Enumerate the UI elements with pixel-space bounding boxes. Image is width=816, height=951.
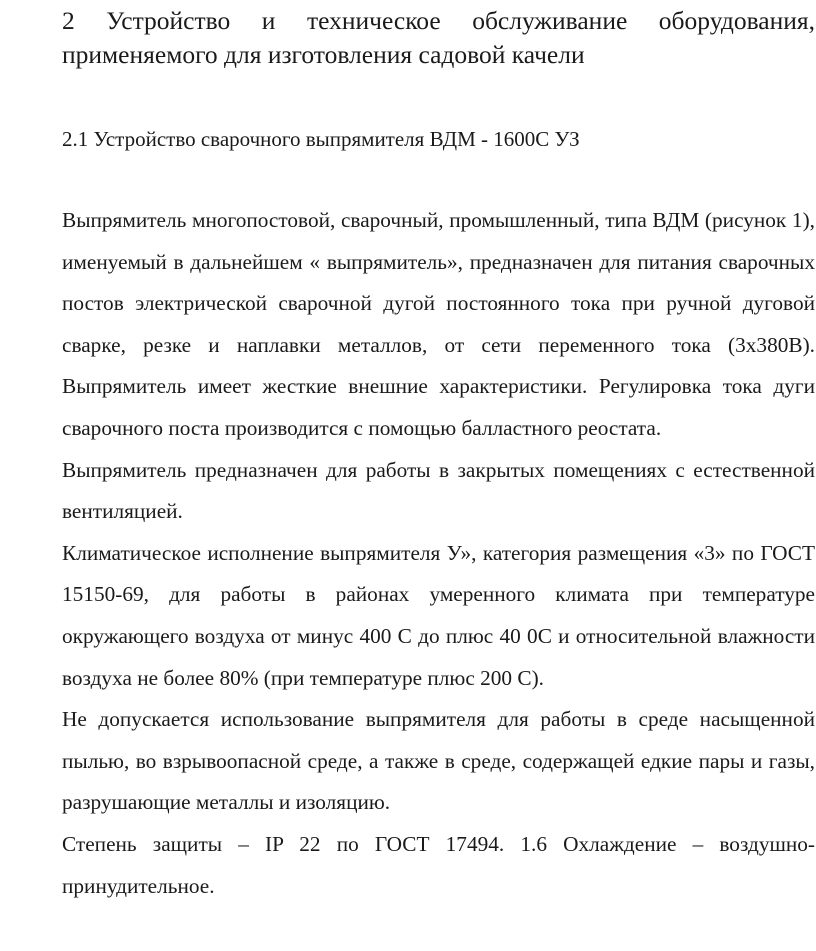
paragraph: Не допускается использование выпрямителя для работы в среде насыщенной пылью, во взрывоопасной среде, а также в среде, содержащей едкие пары и газы, разрушающие металлы и изоляцию. — [62, 707, 815, 815]
section-heading: 2 Устройство и техническое обслуживание оборудования, применяемого для изготовления садовой качели — [62, 6, 815, 69]
paragraph: Выпрямитель многопостовой, сварочный, промышленный, типа ВДМ (рисунок 1), именуемый в дальнейшем « выпрямитель», предназначен для питания сварочных постов электрической сварочной дугой постоянного тока при ручной дуговой сварке, резке и наплавки металлов, от сети переменного тока (3х380В). Выпрямитель имеет жесткие внешние характеристики. Регулировка тока дуги сварочного поста производится с помощью балластного реостата. — [62, 208, 815, 440]
paragraph: Климатическое исполнение выпрямителя У», категория размещения «3» по ГОСТ 15150-69, для работы в районах умеренного климата при температуре окружающего воздуха от минус 400 С до плюс 40 0С и относительной влажности воздуха не более 80% (при температуре плюс 200 С). — [62, 540, 815, 690]
paragraph: Выпрямитель предназначен для работы в закрытых помещениях с естественной вентиляцией. — [62, 457, 815, 524]
paragraph: Степень защиты – IP 22 по ГОСТ 17494. 1.6 Охлаждение – воздушно-принудительное. — [62, 831, 815, 898]
body-text — [62, 200, 815, 907]
subsection-heading: 2.1 Устройство сварочного выпрямителя ВДМ - 1600С УЗ — [62, 127, 580, 151]
